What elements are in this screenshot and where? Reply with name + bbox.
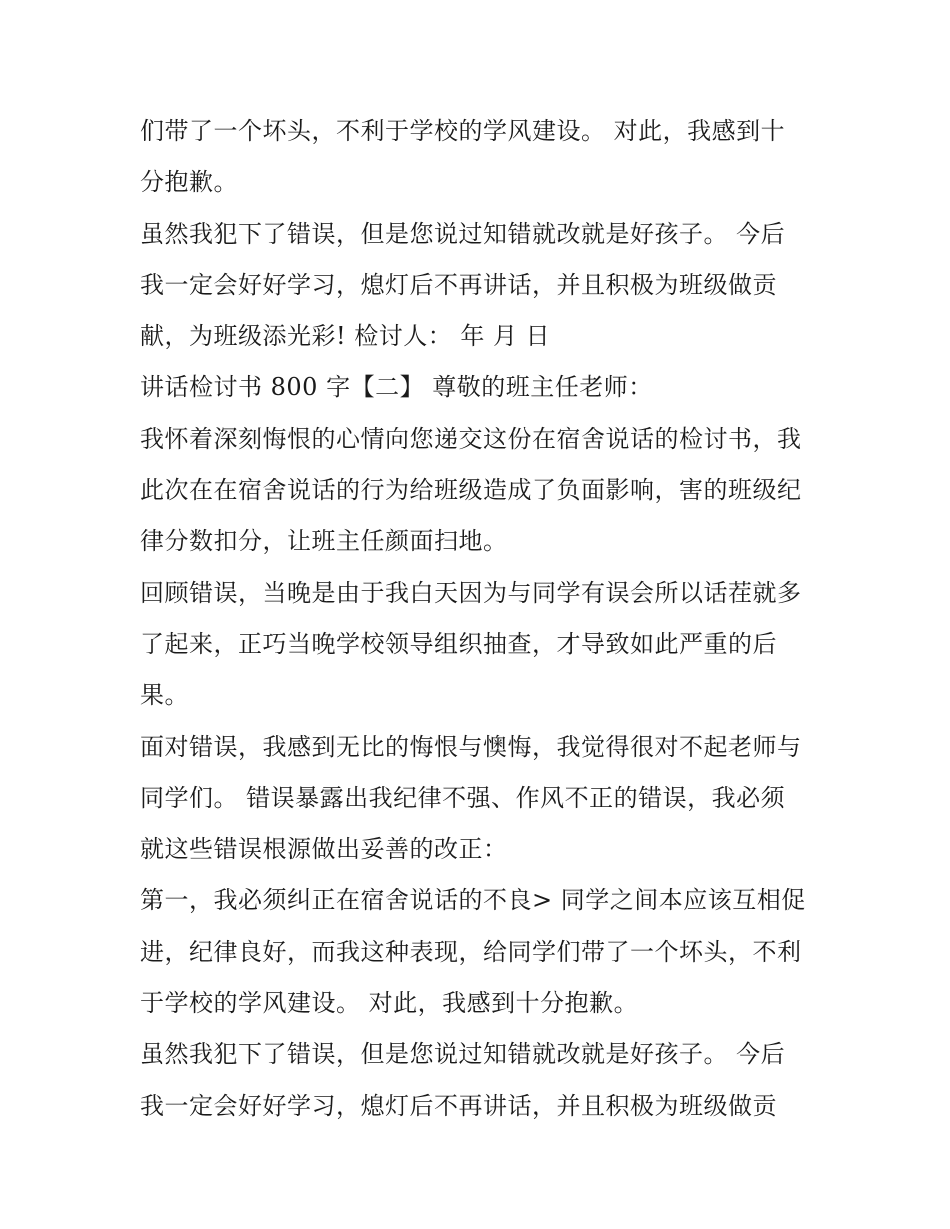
text-line: 我一定会好好学习，熄灯后不再讲话，并且积极为班级做贡 (140, 270, 777, 299)
text-line: 面对错误，我感到无比的悔恨与懊悔，我觉得很对不起老师与 (140, 732, 802, 761)
text-line: 分抱歉。 (140, 168, 238, 197)
text-line: 虽然我犯下了错误，但是您说过知错就改就是好孩子。 今后 (140, 219, 786, 248)
section-heading: 讲话检讨书 800 字【二】 尊敬的班主任老师： (140, 373, 653, 402)
text-line: 果。 (140, 681, 189, 710)
text-line: 我怀着深刻悔恨的心情向您递交这份在宿舍说话的检讨书，我 (140, 424, 802, 453)
text-line: 于学校的学风建设。 对此，我感到十分抱歉。 (140, 989, 639, 1018)
text-line: 虽然我犯下了错误，但是您说过知错就改就是好孩子。 今后 (140, 1040, 786, 1069)
text-line: 回顾错误，当晚是由于我白天因为与同学有误会所以话茬就多 (140, 578, 802, 607)
text-line: 们带了一个坏头，不利于学校的学风建设。 对此，我感到十 (140, 117, 786, 145)
text-line: 了起来，正巧当晚学校领导组织抽查，才导致如此严重的后 (140, 629, 777, 658)
text-line: 同学们。 错误暴露出我纪律不强、作风不正的错误，我必须 (140, 783, 786, 812)
text-line: 进，纪律良好，而我这种表现，给同学们带了一个坏头，不利 (140, 937, 802, 966)
text-line: 第一，我必须纠正在宿舍说话的不良> 同学之间本应该互相促 (140, 886, 806, 915)
text-line: 此次在在宿舍说话的行为给班级造成了负面影响，害的班级纪 (140, 476, 802, 505)
text-line: 律分数扣分，让班主任颜面扫地。 (140, 527, 508, 556)
document-body (140, 106, 830, 1132)
text-line: 献，为班级添光彩! 检讨人： 年 月 日 (140, 322, 551, 351)
text-line: 我一定会好好学习，熄灯后不再讲话，并且积极为班级做贡 (140, 1091, 777, 1120)
text-line: 就这些错误根源做出妥善的改正： (140, 835, 508, 864)
